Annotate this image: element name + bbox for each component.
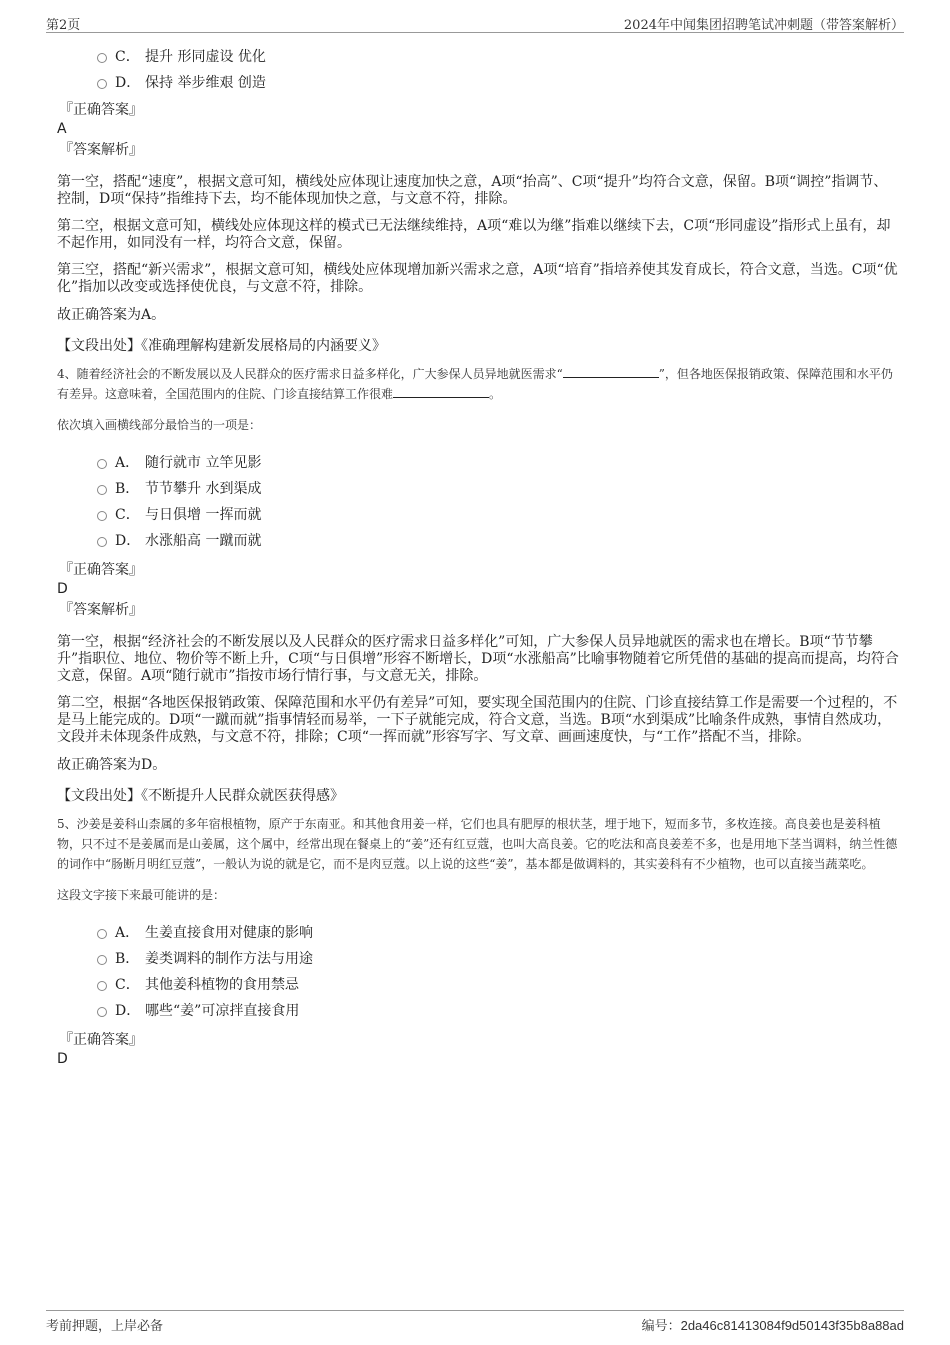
radio-icon[interactable]: [97, 53, 107, 63]
option-d[interactable]: D． 保持 举步维艰 创造: [57, 70, 900, 96]
page-footer: [46, 1310, 904, 1333]
explanation-label: 『答案解析』: [59, 602, 143, 618]
q3-options: [57, 44, 900, 96]
correct-answer-label: 『正确答案』: [59, 562, 143, 578]
explanation-paragraph: 第二空，根据“各地医保报销政策、保障范围和水平仍有差异”可知，要实现全国范围内的住院、门诊直接结算工作是需要一个过程的，不是马上能完成的。D项“一蹴而就”指事情轻而易举，一下子就能完成，符合文意，当选。B项“水到渠成”比喻条件成熟，事情自然成功，文段并未体现条件成熟，与文意不符，排除；C项“一挥而就”形容写字、写文章、画画速度快，与“工作”搭配不当，排除。: [57, 695, 898, 745]
radio-icon[interactable]: [97, 485, 107, 495]
fill-blank: [563, 365, 659, 378]
option-c[interactable]: C． 其他姜科植物的食用禁忌: [57, 972, 900, 998]
source-citation: 【文段出处】《准确理解构建新发展格局的内涵要义》: [57, 338, 386, 354]
question-5-text: 5、沙姜是姜科山柰属的多年宿根植物，原产于东南亚。和其他食用姜一样，它们也具有肥厚的根状茎，埋于地下，短而多节，多枚连接。高良姜也是姜科植物，只不过不是姜属而是山姜属，这个属中，经常出现在餐桌上的“姜”还有红豆蔻，也叫大高良姜。它的吃法和高良姜差不多，也是用地下茎当调料，纳兰性德的词作中“肠断月明红豆蔻”，一般认为说的就是它，而不是肉豆蔻。以上说的这些“姜”，基本都是做调料的，其实姜科有不少植物，也可以直接当蔬菜吃。: [57, 817, 898, 871]
option-b[interactable]: B． 节节攀升 水到渠成: [57, 476, 900, 502]
document-title: 2024年中闻集团招聘笔试冲刺题（带答案解析）: [623, 18, 904, 33]
option-a[interactable]: A． 随行就市 立竿见影: [57, 450, 900, 476]
option-a[interactable]: A． 生姜直接食用对健康的影响: [57, 920, 900, 946]
option-b[interactable]: B． 姜类调料的制作方法与用途: [57, 946, 900, 972]
correct-answer-value: A: [57, 121, 67, 137]
explanation-paragraph: 第一空，根据“经济社会的不断发展以及人民群众的医疗需求日益多样化”可知，广大参保人员异地就医的需求也在增长。B项“节节攀升”指职位、地位、物价等不断上升，C项“与日俱增”形容不断增长，D项“水涨船高”比喻事物随着它所凭借的基础的提高而提高，均符合文意，保留。A项“随行就市”指按市场行情行事，与文意无关，排除。: [57, 634, 899, 684]
page-header: [46, 12, 904, 33]
radio-icon[interactable]: [97, 537, 107, 547]
conclusion: 故正确答案为D。: [57, 757, 167, 773]
q4-options: [57, 450, 900, 554]
correct-answer-value: D: [57, 1051, 68, 1067]
radio-icon[interactable]: [97, 981, 107, 991]
radio-icon[interactable]: [97, 1007, 107, 1017]
fill-blank: [393, 385, 489, 398]
source-citation: 【文段出处】《不断提升人民群众就医获得感》: [57, 788, 344, 804]
question-4-text: 4、随着经济社会的不断发展以及人民群众的医疗需求日益多样化，广大参保人员异地就医需求“ ”，但各地医保报销政策、保障范围和水平仍有差异。这意味着，全国范围内的住院、门诊直接结算工作很难 。: [57, 367, 893, 401]
explanation-paragraph: 第三空，搭配“新兴需求”，根据文意可知，横线处应体现增加新兴需求之意，A项“培育”指培养使其发育成长，符合文意，当选。C项“优化”指加以改变或选择使优良，与文意不符，排除。: [57, 262, 898, 295]
page-content: [57, 44, 900, 1069]
radio-icon[interactable]: [97, 929, 107, 939]
question-5-prompt: 这段文字接下来最可能讲的是：: [57, 888, 226, 902]
option-d[interactable]: D． 水涨船高 一蹴而就: [57, 528, 900, 554]
option-c[interactable]: C． 与日俱增 一挥而就: [57, 502, 900, 528]
radio-icon[interactable]: [97, 459, 107, 469]
explanation-paragraph: 第二空，根据文意可知，横线处应体现这样的模式已无法继续维持，A项“难以为继”指难以继续下去，C项“形同虚设”指形式上虽有，却不起作用，如同没有一样，均符合文意，保留。: [57, 218, 891, 251]
q5-options: [57, 920, 900, 1024]
document-code: 编号：2da46c81413084f9d50143f35b8a88ad: [641, 1318, 904, 1334]
option-c[interactable]: C． 提升 形同虚设 优化: [57, 44, 900, 70]
radio-icon[interactable]: [97, 511, 107, 521]
footer-slogan: 考前押题，上岸必备: [46, 1319, 164, 1334]
explanation-paragraph: 第一空，搭配“速度”，根据文意可知，横线处应体现让速度加快之意，A项“抬高”、C项“提升”均符合文意，保留。B项“调控”指调节、控制，D项“保持”指维持下去，均不能体现加快之意，与文意不符，排除。: [57, 174, 888, 207]
page-number: 第2页: [46, 18, 81, 33]
radio-icon[interactable]: [97, 955, 107, 965]
correct-answer-label: 『正确答案』: [59, 1032, 143, 1048]
question-4-prompt: 依次填入画横线部分最恰当的一项是：: [57, 418, 262, 432]
conclusion: 故正确答案为A。: [57, 307, 166, 323]
explanation-label: 『答案解析』: [59, 142, 143, 158]
correct-answer-label: 『正确答案』: [59, 102, 143, 118]
correct-answer-value: D: [57, 581, 68, 597]
radio-icon[interactable]: [97, 79, 107, 89]
option-d[interactable]: D． 哪些“姜”可凉拌直接食用: [57, 998, 900, 1024]
